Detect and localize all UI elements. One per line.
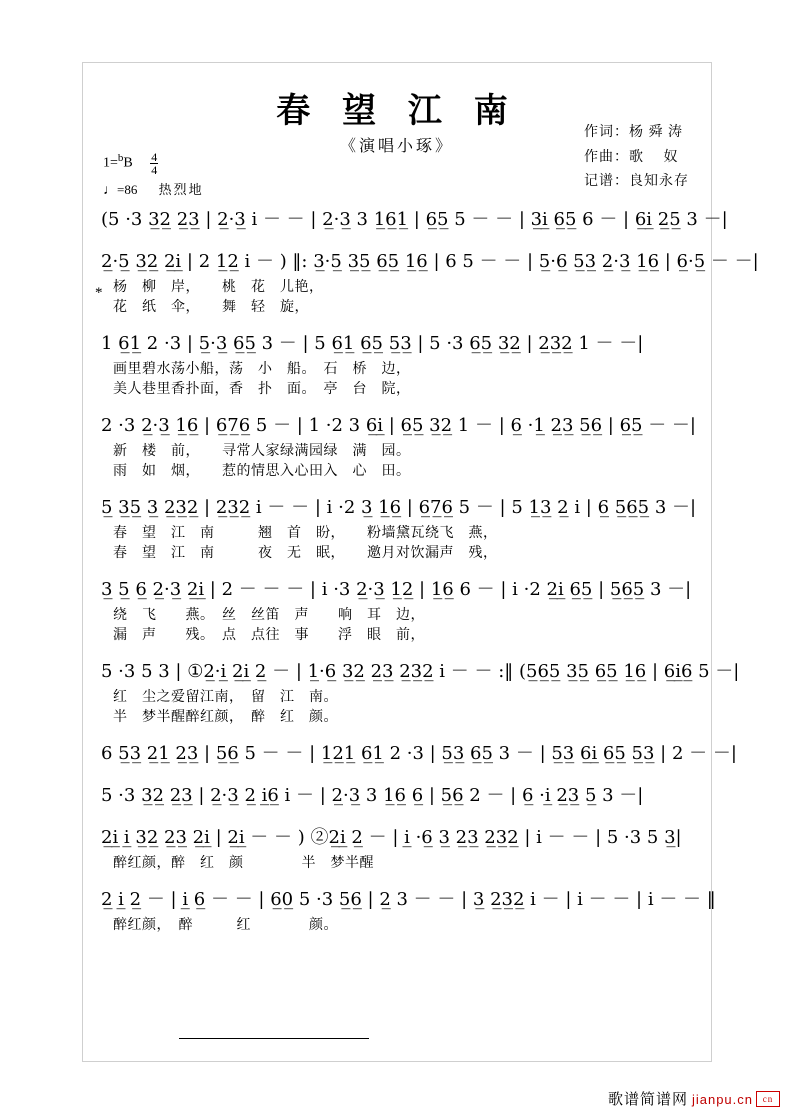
key-signature: 1=$^b$B [103, 152, 133, 171]
system-row [97, 575, 701, 605]
watermark-badge: cn [756, 1091, 780, 1107]
system-row [97, 461, 701, 481]
notation-line: 2̲·5̲ 3̲2̲ 2̲i̲ | 2 1̲2̲ i － ) ‖: 3̲·5̲ 3̲5̲ 6̲5̲ 1̲6̲ | 6 5 － － | 5̲·6̲ 5̲3̲ 2̲·3̲ 1̲6̲ | 6̲·5̲ － －| [101, 251, 759, 272]
notation-line: 1 6̲1̲ 2 ·3 | 5̲·3̲ 6̲5̲ 3 － | 5 6̲1̲ 6̲5̲ 5̲3̲ | 5 ·3 6̲5̲ 3̲2̲ | 2̲3̲2̲ 1 － －| [101, 333, 644, 354]
credits-block [584, 121, 689, 195]
notation-line: 2̲i̲ i̲ 3̲2̲ 2̲3̲ 2̲i̲ | 2̲i̲ － － ) ②2̲i̲ 2̲ － | i̲ ·6̲ 3̲ 2̲3̲ 2̲3̲2̲ | i － － | 5 ·3 5 3̲| [101, 827, 682, 848]
system-row [97, 707, 701, 727]
notation-line: 2 ·3 2̲·3̲ 1̲6̲ | 6̲7̲6̲ 5 － | 1 ·2 3 6̲i̲ | 6̲5̲ 3̲2̲ 1 － | 6̲ ·1̲ 2̲3̲ 5̲6̲ | 6̲5̲ － －| [101, 415, 697, 436]
lyric-line: 画里碧水荡小船，荡 小 船。 石 桥 边， [113, 361, 411, 377]
system-row [97, 853, 701, 873]
lyric-line: 半 梦半醒醉红颜， 醉 红 颜。 [113, 709, 338, 725]
system-row [97, 247, 759, 277]
system-row [97, 493, 701, 523]
notation-line: 5 ·3 5 3 | ①2̲·i̲ 2̲i̲ 2̲ － | 1̲·6̲ 3̲2̲ 2̲3̲ 2̲3̲2̲ i － － :‖ (5̲6̲5̲ 3̲5̲ 6̲5̲ 1̲6̲ | 6̲i̲6̲ 5 －| [101, 661, 740, 682]
system-row [97, 915, 701, 935]
system-row [97, 543, 701, 563]
lyric-line: 漏 声 残。 点 点往 事 浮 眼 前， [113, 627, 425, 643]
sheet-music-page [82, 62, 759, 1062]
watermark-text: 歌谱简谱网 [607, 1092, 688, 1108]
credit-lyricist: 作词：杨 舜 涛 [584, 125, 683, 140]
system-row [97, 205, 728, 235]
asterisk-mark: * [95, 285, 103, 301]
watermark [608, 1088, 780, 1109]
lyric-line: 杨 柳 岸， 桃 花 儿艳， [113, 279, 324, 295]
system-row [97, 277, 701, 297]
lyric-line: 醉红颜， 醉 红 颜。 [113, 917, 338, 933]
lyric-line: 美人巷里香扑面，香 扑 面。 亭 台 院， [113, 381, 411, 397]
key-and-time-signature [103, 151, 158, 176]
time-signature: $\frac{4}{4}$ [151, 150, 158, 177]
system-row [97, 523, 701, 543]
notation-line: 6 5̲3̲ 2̲1̲ 2̲3̲ | 5̲6̲ 5 － － | 1̲2̲1̲ 6̲1̲ 2 ·3 | 5̲3̲ 6̲5̲ 3 － | 5̲3̲ 6̲i̲ 6̲5̲ 5̲3̲ | 2 － －| [101, 743, 737, 764]
tempo-marking [103, 179, 204, 199]
tempo-value: =86 [117, 182, 138, 197]
lyric-line: 新 楼 前， 寻常人家绿满园绿 满 园。 [113, 443, 411, 459]
system-row [97, 739, 737, 769]
lyric-line: 醉红颜，醉 红 颜 半 梦半醒 [113, 855, 374, 871]
watermark-site: jianpu.cn [691, 1092, 753, 1107]
footer-divider [179, 1038, 369, 1039]
notation-line: 5̲ 3̲5̲ 3̲ 2̲3̲2̲ | 2̲3̲2̲ i － － | i ·2 3̲ 1̲6̲ | 6̲7̲6̲ 5 － | 5 1̲3̲ 2̲ i | 6̲ 5̲6̲5̲ 3 －| [101, 497, 697, 518]
music-body [97, 205, 759, 935]
system-row [97, 781, 701, 811]
lyric-line: 花 纸 伞， 舞 轻 旋， [113, 299, 309, 315]
lyric-line: 春 望 江 南 翘 首 盼， 粉墙黛瓦绕飞 燕， [113, 525, 498, 541]
lyric-line: 绕 飞 燕。 丝 丝笛 声 响 耳 边， [113, 607, 425, 623]
system-row [97, 441, 701, 461]
expression-marking: 热烈地 [158, 182, 204, 197]
system-row [97, 411, 701, 441]
system-row [97, 297, 701, 317]
system-row [97, 379, 701, 399]
credit-composer: 作曲：歌 奴 [584, 149, 679, 165]
system-row [97, 359, 701, 379]
tempo-note-icon: ♩ [103, 183, 117, 198]
notation-line: 3̲ 5̲ 6̲ 2̲·3̲ 2̲i̲ | 2 － － － | i ·3 2̲·3̲ 1̲2̲ | 1̲6̲ 6 － | i ·2 2̲i̲ 6̲5̲ | 5̲6̲5̲ 3 －| [101, 579, 692, 600]
system-row [97, 605, 701, 625]
system-row [97, 885, 716, 915]
system-row [97, 625, 701, 645]
system-row [97, 657, 740, 687]
lyric-line: 春 望 江 南 夜 无 眠， 邀月对饮漏声 残， [113, 545, 498, 561]
credit-notator: 记谱：良知永存 [584, 174, 689, 189]
notation-line: 5 ·3 3̲2̲ 2̲3̲ | 2̲·3̲ 2̲ i̲6̲ i － | 2̲·3̲ 3 1̲6̲ 6̲ | 5̲6̲ 2 － | 6̲ ·i̲ 2̲3̲ 5̲ 3 －| [101, 785, 644, 806]
notation-line: (5 ·3 3̲2̲ 2̲3̲ | 2̲·3̲ i － － | 2̲·3̲ 3 1̲6̲1̲ | 6̲5̲ 5 － － | 3̲i̲ 6̲5̲ 6 － | 6̲i̲ 2̲5̲ 3 －| [101, 209, 728, 230]
notation-line: 2̲ i̲ 2̲ － | i̲ 6̲ － － | 6̲0̲ 5 ·3 5̲6̲ | 2̲ 3 － － | 3̲ 2̲3̲2̲ i － | i － － | i － － ‖ [101, 889, 716, 910]
lyric-line: 雨 如 烟， 惹的情思入心田入 心 田。 [113, 463, 411, 479]
page-subtitle: 《演唱小琢》 [339, 138, 454, 155]
system-row [97, 687, 701, 707]
system-row [97, 329, 701, 359]
page-title: 春 望 江 南 [276, 91, 518, 131]
lyric-line: 红 尘之爱留江南， 留 江 南。 [113, 689, 338, 705]
system-row [97, 823, 701, 853]
